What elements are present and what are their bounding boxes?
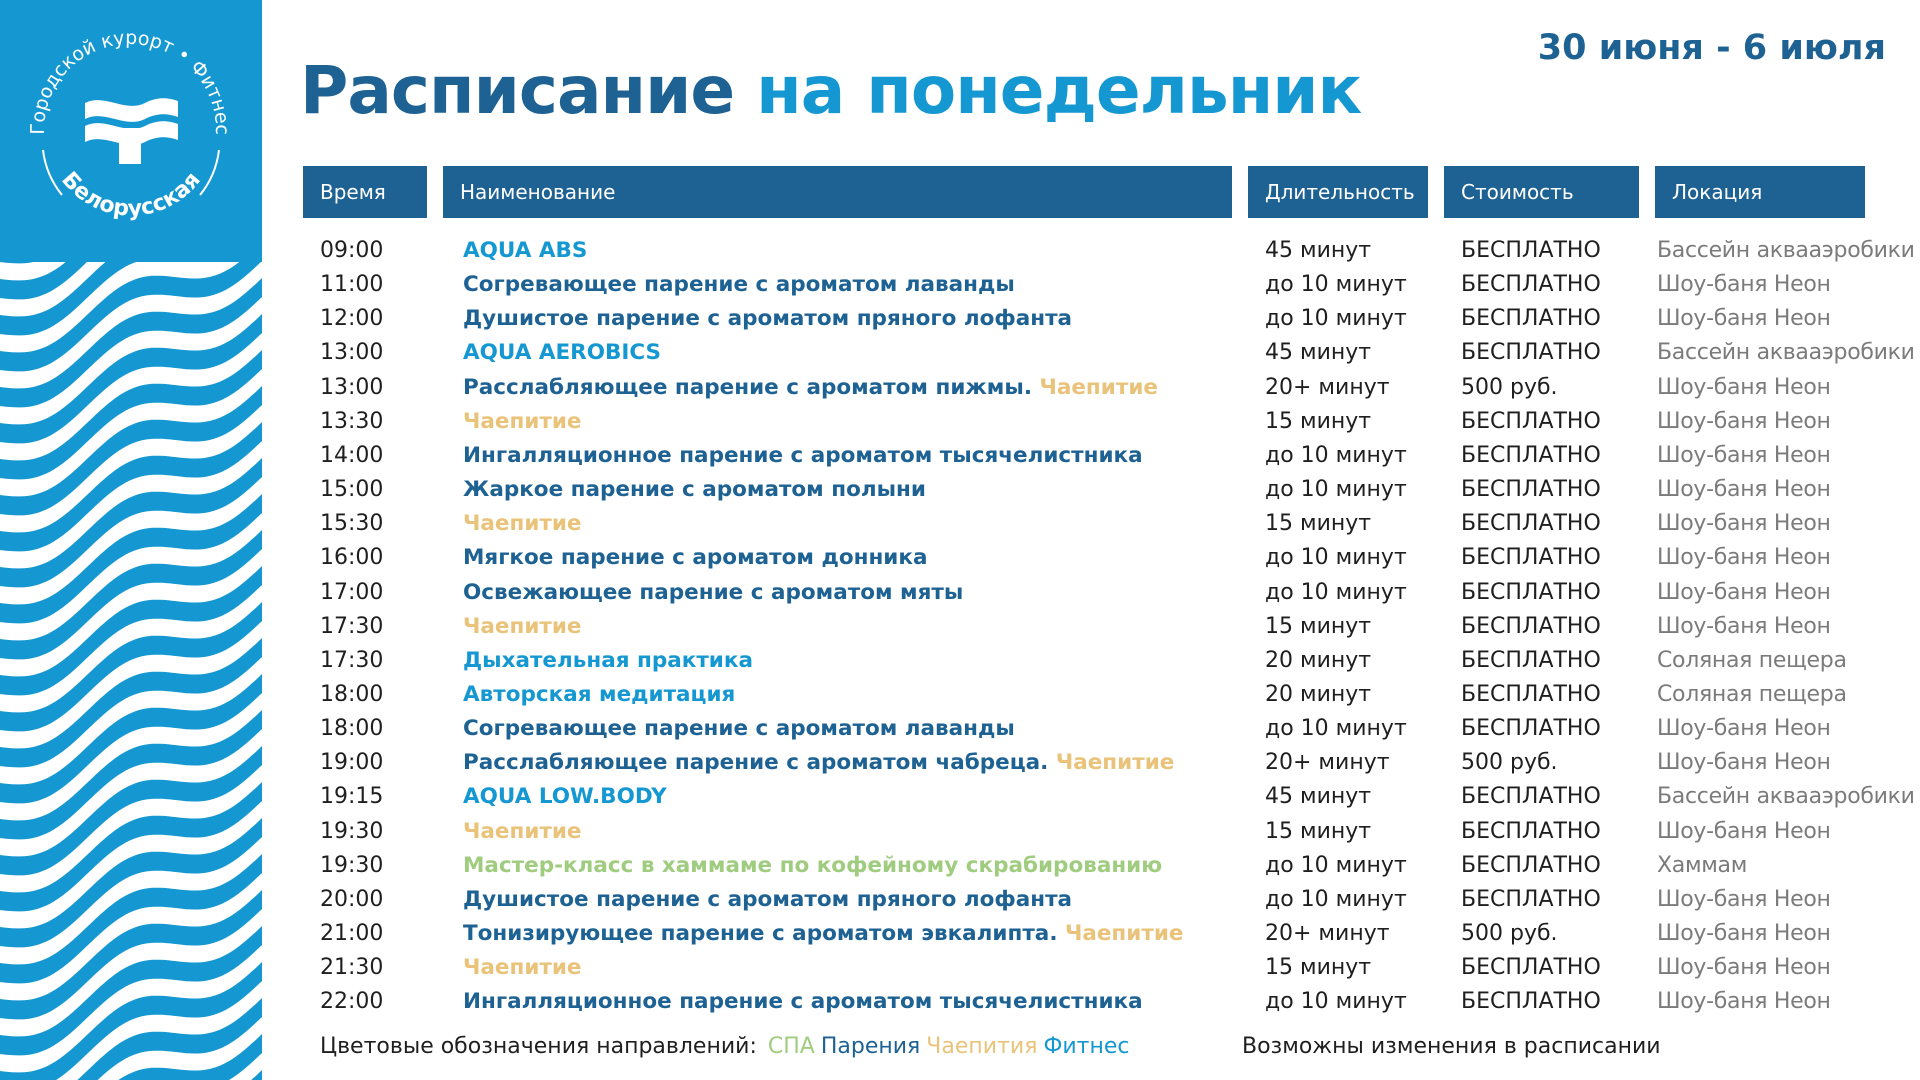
row-activity-name (463, 644, 753, 678)
row-duration: 20 минут (1265, 647, 1372, 673)
row-cost: БЕСПЛАТНО (1461, 955, 1601, 981)
row-location: Шоу-баня Неон (1657, 989, 1831, 1015)
row-activity-name (463, 780, 667, 814)
table-row (0, 849, 1920, 883)
row-cost: БЕСПЛАТНО (1461, 340, 1601, 366)
row-cost: БЕСПЛАТНО (1461, 442, 1601, 468)
row-location: Шоу-баня Неон (1657, 750, 1831, 776)
table-row (0, 780, 1920, 814)
table-row (0, 883, 1920, 917)
row-time: 19:30 (320, 818, 384, 844)
row-time: 13:00 (320, 340, 384, 366)
row-duration: до 10 минут (1265, 306, 1407, 332)
activity-part: AQUA LOW.BODY (463, 784, 667, 810)
row-time: 22:00 (320, 989, 384, 1015)
row-activity-name (463, 507, 582, 541)
row-cost: БЕСПЛАТНО (1461, 681, 1601, 707)
activity-part: Чаепитие (463, 511, 582, 537)
table-row (0, 541, 1920, 575)
row-activity-name (463, 746, 1174, 780)
date-range: 30 июня - 6 июля (1537, 28, 1886, 68)
activity-part: Освежающее парение с ароматом мяты (463, 579, 964, 605)
table-row (0, 644, 1920, 678)
activity-part: Расслабляющее парение с ароматом чабреца. (463, 750, 1056, 776)
row-duration: до 10 минут (1265, 716, 1407, 742)
row-cost: БЕСПЛАТНО (1461, 647, 1601, 673)
row-time: 17:30 (320, 647, 384, 673)
row-activity-name (463, 849, 1162, 883)
row-time: 21:00 (320, 921, 384, 946)
schedule-notice: Возможны изменения в расписании (1242, 1034, 1661, 1059)
row-time: 18:00 (320, 681, 384, 707)
row-location: Шоу-баня Неон (1657, 272, 1831, 298)
activity-part: Чаепитие (463, 613, 582, 639)
arc-top-text: Городской курорт • Фитнес (26, 26, 234, 135)
row-time: 14:00 (320, 442, 384, 468)
table-row (0, 678, 1920, 712)
row-time: 13:30 (320, 408, 384, 434)
row-activity-name (463, 985, 1143, 1019)
arc-bottom-text: Белорусская (56, 167, 206, 222)
row-duration: до 10 минут (1265, 989, 1407, 1015)
activity-part: Согревающее парение с ароматом лаванды (463, 272, 1015, 298)
table-row (0, 234, 1920, 268)
row-cost: БЕСПЛАТНО (1461, 886, 1601, 912)
row-cost: БЕСПЛАТНО (1461, 477, 1601, 503)
row-cost: БЕСПЛАТНО (1461, 408, 1601, 434)
row-duration: 15 минут (1265, 408, 1372, 434)
row-time: 19:30 (320, 852, 384, 878)
column-header-name: Наименование (443, 166, 1232, 218)
page-title (300, 52, 1361, 129)
row-location: Шоу-баня Неон (1657, 886, 1831, 912)
table-row (0, 985, 1920, 1019)
row-time: 21:30 (320, 955, 384, 981)
row-time: 18:00 (320, 716, 384, 742)
activity-part: AQUA AEROBICS (463, 340, 662, 366)
row-cost: БЕСПЛАТНО (1461, 818, 1601, 844)
row-duration: 15 минут (1265, 955, 1372, 981)
activity-part: AQUA ABS (463, 238, 588, 263)
row-time: 12:00 (320, 306, 384, 332)
row-cost: БЕСПЛАТНО (1461, 613, 1601, 639)
row-location: Шоу-баня Неон (1657, 374, 1831, 400)
row-time: 16:00 (320, 545, 384, 571)
row-cost: БЕСПЛАТНО (1461, 545, 1601, 571)
table-row (0, 507, 1920, 541)
row-activity-name (463, 336, 661, 370)
row-cost: БЕСПЛАТНО (1461, 716, 1601, 742)
row-cost: 500 руб. (1461, 374, 1558, 400)
activity-part: Мастер-класс в хаммаме по кофейному скрабированию (463, 852, 1163, 878)
row-duration: 20+ минут (1265, 750, 1390, 776)
table-row (0, 576, 1920, 610)
row-time: 20:00 (320, 886, 384, 912)
row-time: 09:00 (320, 238, 384, 263)
color-legend (320, 1034, 1130, 1059)
row-duration: 20+ минут (1265, 921, 1390, 946)
row-duration: до 10 минут (1265, 886, 1407, 912)
row-time: 11:00 (320, 272, 384, 298)
row-time: 13:00 (320, 374, 384, 400)
row-cost: 500 руб. (1461, 921, 1558, 946)
row-location: Шоу-баня Неон (1657, 955, 1831, 981)
row-activity-name (463, 678, 735, 712)
activity-part: Жаркое парение с ароматом полыни (463, 477, 926, 503)
row-cost: БЕСПЛАТНО (1461, 272, 1601, 298)
table-row (0, 302, 1920, 336)
row-time: 17:30 (320, 613, 384, 639)
row-location: Бассейн аквааэробики (1657, 340, 1915, 366)
row-activity-name (463, 302, 1072, 336)
activity-part: Авторская медитация (463, 681, 736, 707)
row-cost: БЕСПЛАТНО (1461, 511, 1601, 537)
row-duration: 20 минут (1265, 681, 1372, 707)
row-duration: до 10 минут (1265, 852, 1407, 878)
table-row (0, 268, 1920, 302)
activity-part: Чаепитие (1064, 921, 1184, 946)
row-activity-name (463, 951, 582, 985)
table-row (0, 610, 1920, 644)
row-duration: до 10 минут (1265, 477, 1407, 503)
column-header-cost: Стоимость (1444, 166, 1639, 218)
activity-part: Душистое парение с ароматом пряного лофанта (463, 886, 1073, 912)
row-duration: до 10 минут (1265, 442, 1407, 468)
row-time: 19:00 (320, 750, 384, 776)
row-activity-name (463, 268, 1015, 302)
activity-part: Ингалляционное парение с ароматом тысячелистника (463, 989, 1143, 1015)
column-header-time: Время (303, 166, 427, 218)
activity-part: Мягкое парение с ароматом донника (463, 545, 928, 571)
row-activity-name (463, 576, 963, 610)
activity-part: Согревающее парение с ароматом лаванды (463, 716, 1015, 742)
row-location: Шоу-баня Неон (1657, 716, 1831, 742)
row-time: 17:00 (320, 579, 384, 605)
row-activity-name (463, 541, 927, 575)
row-cost: БЕСПЛАТНО (1461, 579, 1601, 605)
table-row (0, 473, 1920, 507)
activity-part: Чаепитие (463, 955, 582, 981)
row-activity-name (463, 815, 582, 849)
row-cost: БЕСПЛАТНО (1461, 989, 1601, 1015)
row-location: Шоу-баня Неон (1657, 545, 1831, 571)
title-part-1: Расписание (300, 52, 735, 129)
row-cost: БЕСПЛАТНО (1461, 238, 1601, 263)
row-cost: 500 руб. (1461, 750, 1558, 776)
row-cost: БЕСПЛАТНО (1461, 852, 1601, 878)
activity-part: Расслабляющее парение с ароматом пижмы. (463, 374, 1040, 400)
row-time: 15:00 (320, 477, 384, 503)
table-row (0, 371, 1920, 405)
legend-item-steam: Парения (820, 1034, 921, 1059)
row-duration: 15 минут (1265, 511, 1372, 537)
row-duration: 15 минут (1265, 613, 1372, 639)
row-duration: 15 минут (1265, 818, 1372, 844)
row-activity-name (463, 473, 926, 507)
row-cost: БЕСПЛАТНО (1461, 306, 1601, 332)
table-row (0, 917, 1920, 951)
table-row (0, 712, 1920, 746)
row-duration: до 10 минут (1265, 272, 1407, 298)
table-row (0, 405, 1920, 439)
row-location: Бассейн аквааэробики (1657, 238, 1915, 263)
row-location: Соляная пещера (1657, 681, 1847, 707)
row-duration: 45 минут (1265, 340, 1372, 366)
brand-logo-icon (0, 0, 262, 262)
row-cost: БЕСПЛАТНО (1461, 784, 1601, 810)
activity-part: Чаепитие (463, 818, 582, 844)
row-location: Шоу-баня Неон (1657, 818, 1831, 844)
table-row (0, 336, 1920, 370)
row-activity-name (463, 610, 582, 644)
activity-part: Дыхательная практика (463, 647, 753, 673)
row-location: Шоу-баня Неон (1657, 306, 1831, 332)
row-location: Соляная пещера (1657, 647, 1847, 673)
row-location: Шоу-баня Неон (1657, 408, 1831, 434)
table-row (0, 951, 1920, 985)
row-activity-name (463, 883, 1072, 917)
row-activity-name (463, 712, 1015, 746)
row-location: Шоу-баня Неон (1657, 579, 1831, 605)
row-duration: до 10 минут (1265, 545, 1407, 571)
column-header-duration: Длительность (1248, 166, 1428, 218)
table-row (0, 815, 1920, 849)
row-location: Шоу-баня Неон (1657, 921, 1831, 946)
activity-part: Ингалляционное парение с ароматом тысячелистника (463, 442, 1143, 468)
row-location: Шоу-баня Неон (1657, 511, 1831, 537)
legend-item-fitness: Фитнес (1043, 1034, 1130, 1059)
row-activity-name (463, 234, 587, 268)
table-row (0, 746, 1920, 780)
activity-part: Чаепитие (1039, 374, 1158, 400)
activity-part: Душистое парение с ароматом пряного лофанта (463, 306, 1073, 332)
row-activity-name (463, 439, 1143, 473)
row-time: 19:15 (320, 784, 384, 810)
row-duration: 45 минут (1265, 784, 1372, 810)
row-location: Шоу-баня Неон (1657, 613, 1831, 639)
activity-part: Чаепитие (1055, 750, 1175, 776)
table-row (0, 439, 1920, 473)
title-part-2: на понедельник (756, 52, 1362, 129)
activity-part: Чаепитие (463, 408, 582, 434)
row-activity-name (463, 371, 1158, 405)
row-location: Бассейн аквааэробики (1657, 784, 1915, 810)
row-activity-name (463, 405, 582, 439)
legend-item-spa: СПА (767, 1034, 815, 1059)
row-time: 15:30 (320, 511, 384, 537)
row-duration: 20+ минут (1265, 374, 1390, 400)
legend-label: Цветовые обозначения направлений: (320, 1034, 757, 1059)
row-location: Хаммам (1657, 852, 1748, 878)
row-duration: до 10 минут (1265, 579, 1407, 605)
row-duration: 45 минут (1265, 238, 1372, 263)
row-location: Шоу-баня Неон (1657, 442, 1831, 468)
column-header-location: Локация (1655, 166, 1865, 218)
row-activity-name (463, 917, 1183, 951)
row-location: Шоу-баня Неон (1657, 477, 1831, 503)
logo (0, 0, 262, 262)
activity-part: Тонизирующее парение с ароматом эвкалипта. (463, 921, 1065, 946)
legend-item-tea: Чаепития (926, 1034, 1038, 1059)
